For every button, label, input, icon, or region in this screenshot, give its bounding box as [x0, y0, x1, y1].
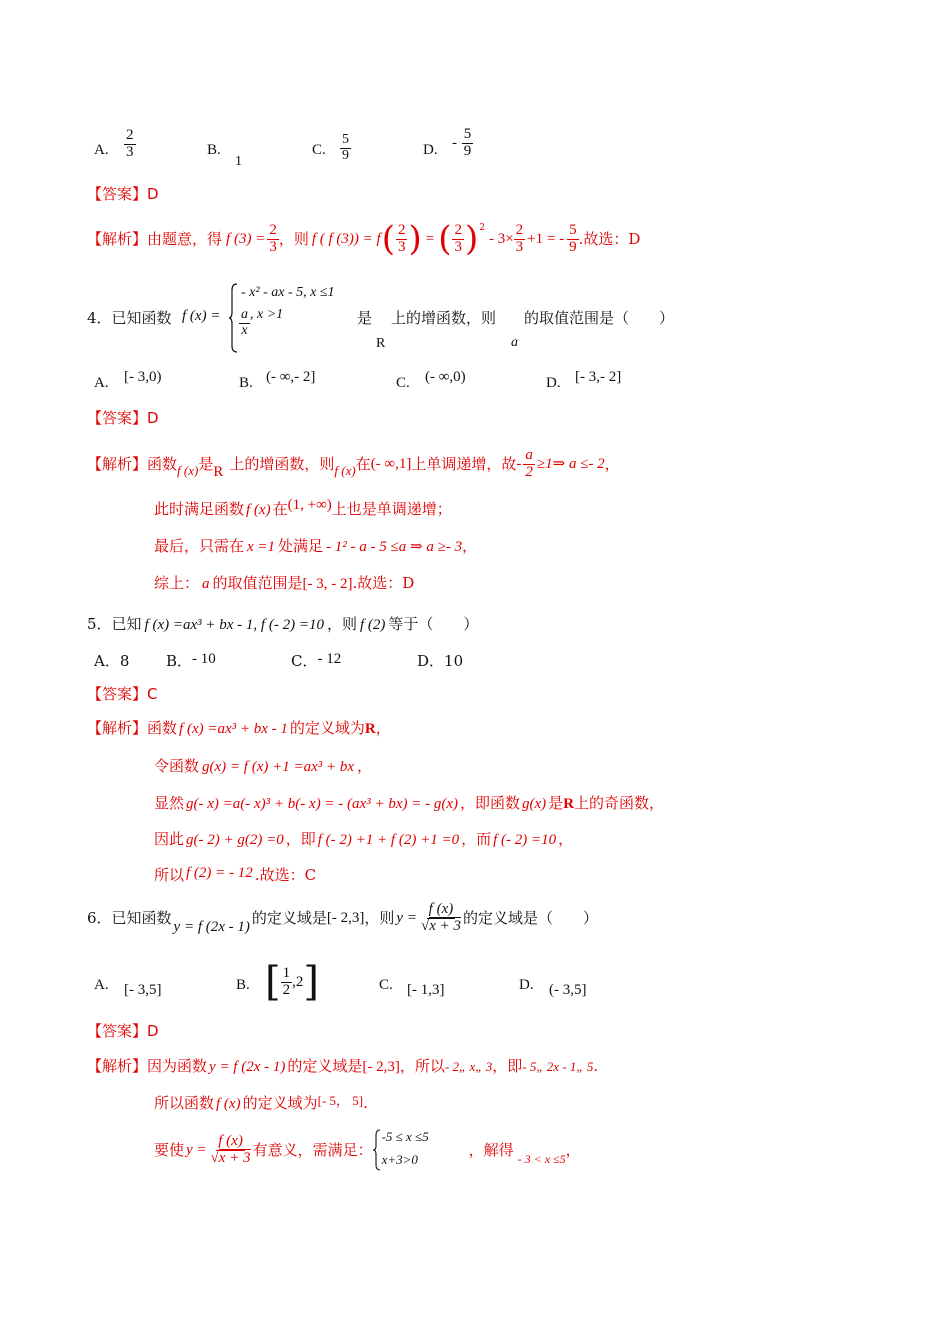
q4-case-1: - x² - ax - 5, x ≤1: [241, 285, 335, 300]
left-brace-icon: [373, 1128, 381, 1172]
q4-stem-mid2: 上的增函数，则: [391, 309, 497, 327]
q5-stem: 5．已知 f (x) =ax³ + bx - 1, f (- 2) =10 ，则 f (2) 等于（ ）: [87, 615, 479, 633]
analysis-text: 由题意，得: [147, 229, 223, 248]
analysis-frac: $\frac{2}{3}$: [454, 221, 462, 255]
analysis-frac: $\frac{2}{3}$: [515, 221, 524, 255]
analysis-tag: 【解析】: [87, 719, 148, 737]
q3-answer: [87, 187, 159, 202]
q4-stem-mid1: 是: [357, 309, 373, 327]
q6-option-d-label: D.: [519, 977, 534, 993]
q4-stem-end: 的取值范围是（ ）: [524, 309, 675, 327]
answer-value: C: [147, 685, 158, 703]
answer-tag: 【答案】: [87, 685, 148, 703]
q3-option-a-value: $\frac{2}{3}$: [126, 127, 134, 160]
q5-option-c: C．- 12: [291, 651, 342, 670]
q4-fx: f (x) =: [182, 308, 221, 324]
q4-option-c-value: (- ∞,0): [425, 369, 466, 385]
analysis-frac: $\frac{5}{9}$: [569, 221, 577, 255]
analysis-frac: $\frac{2}{3}$: [397, 221, 406, 255]
analysis-tag: 【解析】: [87, 454, 148, 473]
answer-tag: 【答案】: [87, 185, 148, 203]
q6-option-c-label: C.: [379, 977, 393, 993]
q6-system: -5 ≤ x ≤5 x+3>0: [373, 1128, 455, 1172]
q6-option-a-value: [- 3,5]: [124, 982, 162, 998]
answer-value: D: [147, 185, 159, 203]
analysis-expr: f (3) =: [226, 230, 266, 247]
q3-option-b-label: B.: [207, 142, 221, 158]
q6-option-c-value: [- 1,3]: [407, 982, 445, 998]
analysis-text: ，则: [278, 229, 309, 248]
q4-analysis-line1: 【解析】 函数 f (x) 是 R 上的增函数，则 f (x) 在 (- ∞,1] 上单调递增，故 - $\frac{a}{2}$ ≥1⇒ a ≤- 2 ，: [87, 447, 620, 480]
q6-option-b-label: B.: [236, 977, 250, 993]
q5-option-a: A．8: [94, 652, 130, 670]
q5-analysis-line1: 【解析】函数 f (x) =ax³ + bx - 1 的定义域为R，: [87, 719, 391, 737]
analysis-expr: +1 = -: [527, 230, 565, 247]
q6-option-d-value: (- 3,5]: [549, 982, 587, 998]
q6-option-b-value: [ $\frac{1}{2}$ ,2 ]: [265, 959, 319, 1005]
q4-option-c-label: C.: [396, 375, 410, 391]
q3-option-a-label: A.: [94, 142, 109, 158]
q6-analysis-line3: 要使 y = $\frac{f (x)}{√x + 3}$ 有意义，需满足： -5 ≤ x ≤5 x+3>0 ，解得 - 3 < x ≤5 ，: [154, 1128, 581, 1172]
q4-stem-prefix: 4．已知函数: [87, 309, 172, 327]
answer-value: D: [147, 409, 159, 427]
q5-answer: [87, 687, 158, 702]
q3-option-c-value: $\frac{5}{9}$: [342, 132, 349, 163]
q4-case-2: $\frac{a}{x}$ , x >1: [241, 307, 284, 338]
analysis-tag: 【解析】: [87, 229, 148, 248]
answer-tag: 【答案】: [87, 409, 148, 427]
q3-option-d-value: - $\frac{5}{9}$: [452, 126, 472, 159]
answer-value: D: [147, 1022, 159, 1040]
left-brace-icon: [229, 282, 239, 354]
q4-option-b-label: B.: [239, 375, 253, 391]
q3-analysis: 【解析】 由题意，得 f (3) = $\frac{2}{3}$ ，则 f ( f (3)) = f ( $\frac{2}{3}$ ) = ( $\frac{2}{3}$ ) $^2$ - 3× $\frac{2}{3}$ +1 = - $\frac{5}{9}$ .故选：D: [87, 219, 641, 259]
answer-tag: 【答案】: [87, 1022, 148, 1040]
q6-option-a-label: A.: [94, 977, 109, 993]
q4-option-a-value: [- 3,0): [124, 369, 162, 385]
analysis-expr: f ( f (3)) = f: [311, 230, 381, 247]
q4-analysis-line4: 综上： a 的取值范围是[- 3, - 2].故选：D: [154, 574, 415, 592]
analysis-expr: - 3×: [488, 230, 514, 247]
q3-option-c-label: C.: [312, 142, 326, 158]
q6-analysis-line1: 【解析】因为函数 y = f (2x - 1) 的定义域是[- 2,3]，所以- 2„ x„ 3，即- 5„ 2x - 1„ 5.: [87, 1057, 599, 1075]
q6-answer: [87, 1024, 159, 1039]
q4-stem-R: R: [376, 336, 386, 351]
q5-analysis-line4: 因此 g(- 2) + g(2) =0 ，即 f (- 2) +1 + f (2) +1 =0 ，而 f (- 2) =10 ，: [154, 830, 574, 848]
q4-answer: [87, 411, 159, 426]
q3-option-d-label: D.: [423, 142, 438, 158]
q4-analysis-line2: 此时满足函数 f (x) 在(1, +∞)上也是单调递增；: [154, 497, 452, 518]
q6-stem: 6．已知函数 y = f (2x - 1) 的定义域是 [- 2,3] ，则 y = $\frac{f (x)}{√x + 3}$ 的定义域是（ ）: [87, 901, 598, 935]
analysis-text: .故选：D: [578, 229, 641, 248]
q4-option-a-label: A.: [94, 375, 109, 391]
q3-option-b-value: 1: [235, 154, 242, 169]
analysis-frac: $\frac{2}{3}$: [269, 221, 277, 255]
q4-option-d-label: D.: [546, 375, 561, 391]
q4-stem-a: a: [511, 335, 518, 350]
q5-option-d: D．10: [417, 652, 464, 670]
analysis-tag: 【解析】: [87, 1057, 148, 1075]
q5-analysis-line5: 所以 f (2) = - 12 .故选：C: [154, 865, 317, 884]
q5-analysis-line2: 令函数 g(x) = f (x) +1 =ax³ + bx ，: [154, 757, 373, 775]
q5-option-b: B．- 10: [166, 651, 216, 670]
q4-option-d-value: [- 3,- 2]: [575, 369, 622, 385]
q4-option-b-value: (- ∞,- 2]: [266, 369, 316, 385]
q4-analysis-line3: 最后，只需在 x =1 处满足 - 1² - a - 5 ≤a ⇒ a ≥- 3，: [154, 537, 478, 555]
q5-analysis-line3: 显然 g(- x) =a(- x)³ + b(- x) = - (ax³ + bx) = - g(x) ，即函数 g(x) 是R上的奇函数，: [154, 794, 665, 812]
q6-analysis-line2: 所以函数 f (x) 的定义域为[- 5， 5].: [154, 1093, 368, 1112]
